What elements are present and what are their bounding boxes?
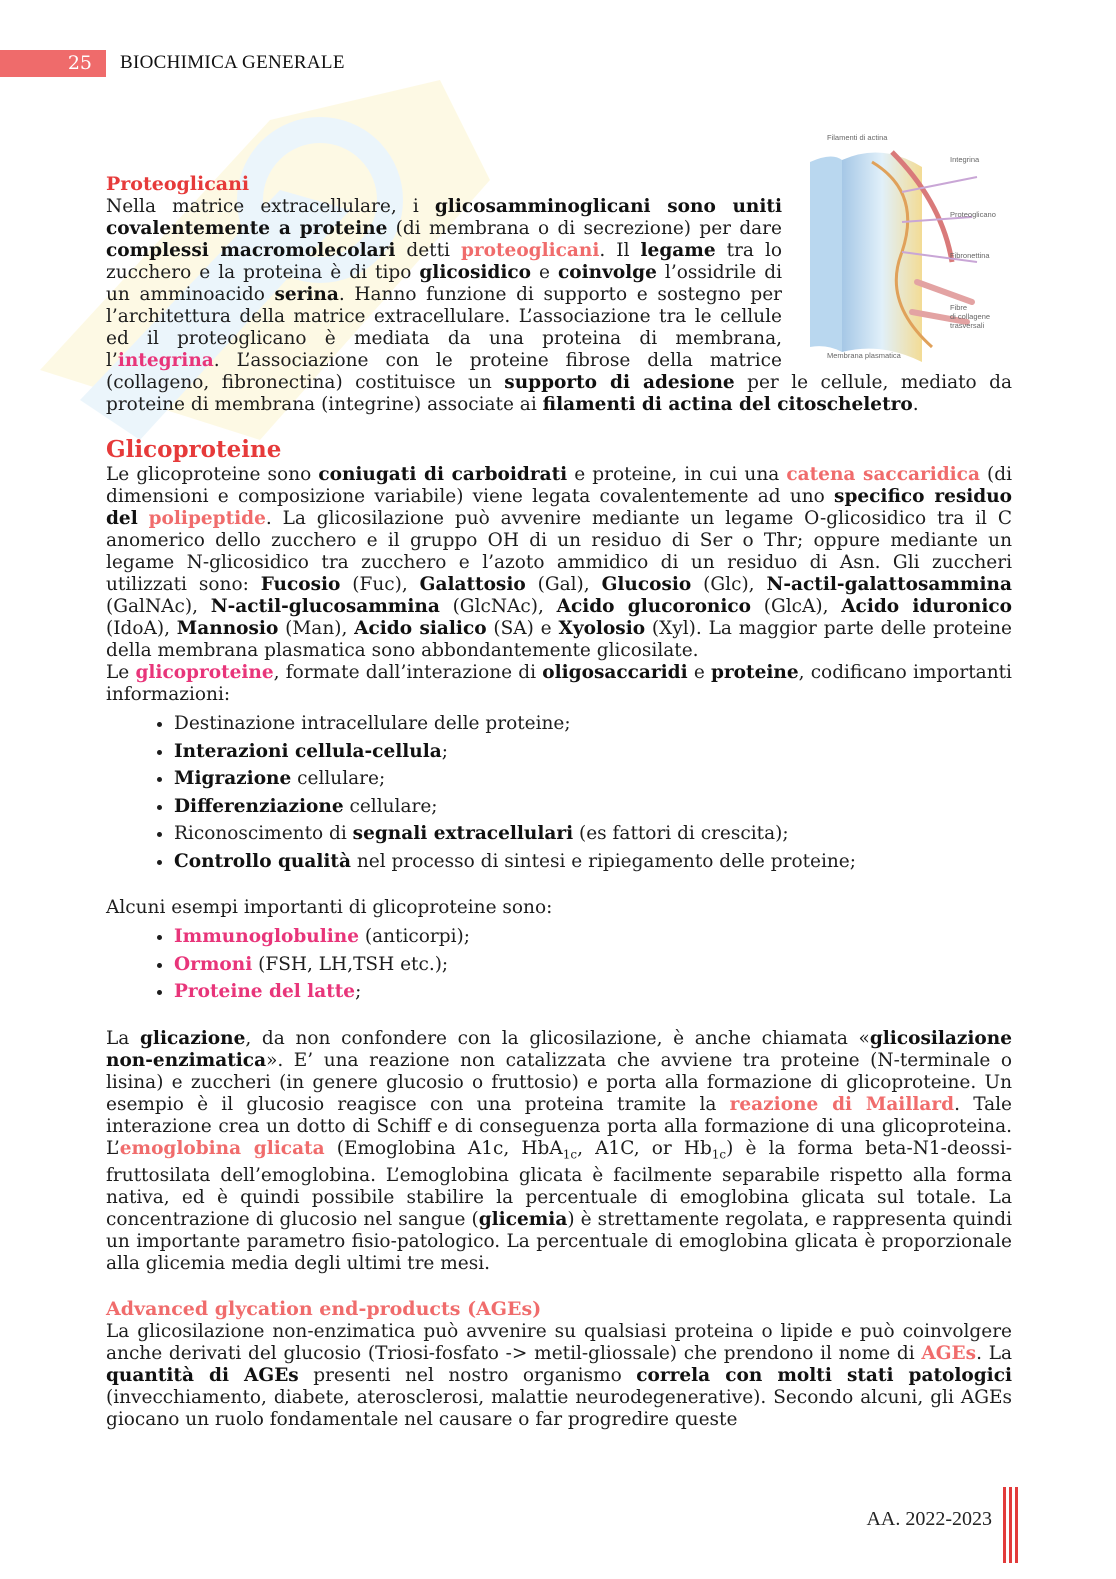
glycation-paragraph: La glicazione, da non confondere con la glicosilazione, è anche chiamata «glicosilazione non-enzimatica». E’ una reazione non catalizzata che avviene tra proteine (N-terminale o lisina) e zuccheri (in genere glucosio o fruttosio) e porta alla formazione di glicoproteine. Un esempio è il glucosio reagisce con una proteina tramite la reazione di Maillard. Tale interazione crea un dotto di Schiff e di conseguenza porta alla formazione di una glicoproteina. L’emoglobina glicata (Emoglobina A1c, HbA$_{1c}$, A1C, or $Hb_{1c}$) è la forma beta-N1-deossi-fruttosilata dell’emoglobina. L’emoglobina glicata è facilmente separabile rispetto alla forma nativa, ed è quindi possibile stabilire la percentuale di emoglobina glicata sul totale. La concentrazione di glucosio nel sangue (glicemia) è strettamente regolata, e rappresenta quindi un importante parametro fisio-patologico. La percentuale di emoglobina glicata è proporzionale alla glicemia media degli ultimi tre mesi. <box>106 1027 1012 1275</box>
examples-list <box>106 923 1012 1006</box>
figure-label-collagen-2: di collagene <box>950 312 991 321</box>
list-item: • Destinazione intracellulare delle proteine; <box>174 710 1012 738</box>
ages-paragraph: La glicosilazione non-enzimatica può avvenire su qualsiasi proteina o lipide e può coinvolgere anche derivati del glucosio (Triosi-fosfato -> metil-gliossale) che prendono il nome di AGEs. La quantità di AGEs presenti nel nostro organismo correla con molti stati patologici (invecchiamento, diabete, aterosclerosi, malattie neurodegenerative). Secondo alcuni, gli AGEs giocano un ruolo fondamentale nel causare o far progredire queste <box>106 1321 1013 1431</box>
footer-year: AA. 2022-2023 <box>866 1508 992 1530</box>
info-list <box>106 710 1012 875</box>
page-content <box>106 133 1013 1431</box>
figure-label-actin: Filamenti di actina <box>827 133 888 142</box>
list-item: • Riconoscimento di segnali extracellulari (es fattori di crescita); <box>174 820 1012 848</box>
membrane-shape <box>842 152 922 362</box>
figure-label-integrin: Integrina <box>950 155 980 164</box>
glycoproteins-info-intro: Le glicoproteine, formate dall’interazione di oligosaccaridi e proteine, codificano importanti informazioni: <box>106 662 1012 705</box>
glycoproteins-heading: Glicoproteine <box>106 436 282 463</box>
list-item: • Migrazione cellulare; <box>174 765 1012 793</box>
proteoglycans-paragraph: Nella matrice extracellulare, i glicosamminoglicani sono uniti covalentemente a proteine (di membrana o di secrezione) per dare complessi macromolecolari detti proteoglicani. Il legame tra lo zucchero e la proteina è di tipo glicosidico e coinvolge l’ossidrile di un amminoacido serina. Hanno funzione di supporto e sostegno per l’architettura della matrice extracellulare. L’associazione tra le cellule ed il proteoglicano è mediata da una proteina di membrana, l’integrina. L’associazione con le proteine fibrose della matrice (collageno, fibronectina) costituisce un supporto di adesione per le cellule, mediato da proteine di membrana (integrine) associate ai filamenti di actina del citoscheletro. <box>106 196 1012 415</box>
footer-decoration <box>1003 1487 1019 1563</box>
list-item: • Controllo qualità nel processo di sintesi e ripiegamento delle proteine; <box>174 848 1012 876</box>
examples-intro: Alcuni esempi importanti di glicoproteine sono: <box>106 897 553 918</box>
list-item: • Differenziazione cellulare; <box>174 793 1012 821</box>
figure-label-proteoglycan: Proteoglicano <box>950 210 996 219</box>
ages-heading: Advanced glycation end-products (AGEs) <box>106 1298 542 1321</box>
list-item: • Proteine del latte; <box>174 978 1012 1006</box>
figure-label-collagen-3: trasversali <box>950 321 985 330</box>
ecm-figure <box>802 132 1012 362</box>
glycoproteins-paragraph: Le glicoproteine sono coniugati di carboidrati e proteine, in cui una catena saccaridica (di dimensioni e composizione variabile) viene legata covalentemente ad uno specifico residuo del polipeptide. La glicosilazione può avvenire mediante un legame O-glicosidico tra il C anomerico dello zucchero e il gruppo OH di un residuo di Ser o Thr; oppure mediante un legame N-glicosidico tra zucchero e l’azoto ammidico di un residuo di Asn. Gli zuccheri utilizzati sono: Fucosio (Fuc), Galattosio (Gal), Glucosio (Glc), N-actil-galattosammina (GalNAc), N-actil-glucosammina (GlcNAc), Acido glucoronico (GlcA), Acido iduronico (IdoA), Mannosio (Man), Acido sialico (SA) e Xyolosio (Xyl). La maggior parte delle proteine della membrana plasmatica sono abbondantemente glicosilate. <box>106 464 1013 661</box>
figure-label-membrane: Membrana plasmatica <box>827 351 901 360</box>
list-item: • Ormoni (FSH, LH,TSH etc.); <box>174 951 1012 979</box>
extracellular-matrix-illustration <box>802 132 1012 362</box>
proteoglycans-heading: Proteoglicani <box>106 173 250 195</box>
figure-label-collagen-1: Fibre <box>950 303 968 312</box>
list-item: • Interazioni cellula-cellula; <box>174 738 1012 766</box>
figure-label-fibronectin: Fibronettina <box>950 251 990 260</box>
running-title: BIOCHIMICA GENERALE <box>120 52 345 73</box>
cytoplasm-shape <box>810 156 842 352</box>
page-number: 25 <box>0 50 106 77</box>
list-item: • Immunoglobuline (anticorpi); <box>174 923 1012 951</box>
